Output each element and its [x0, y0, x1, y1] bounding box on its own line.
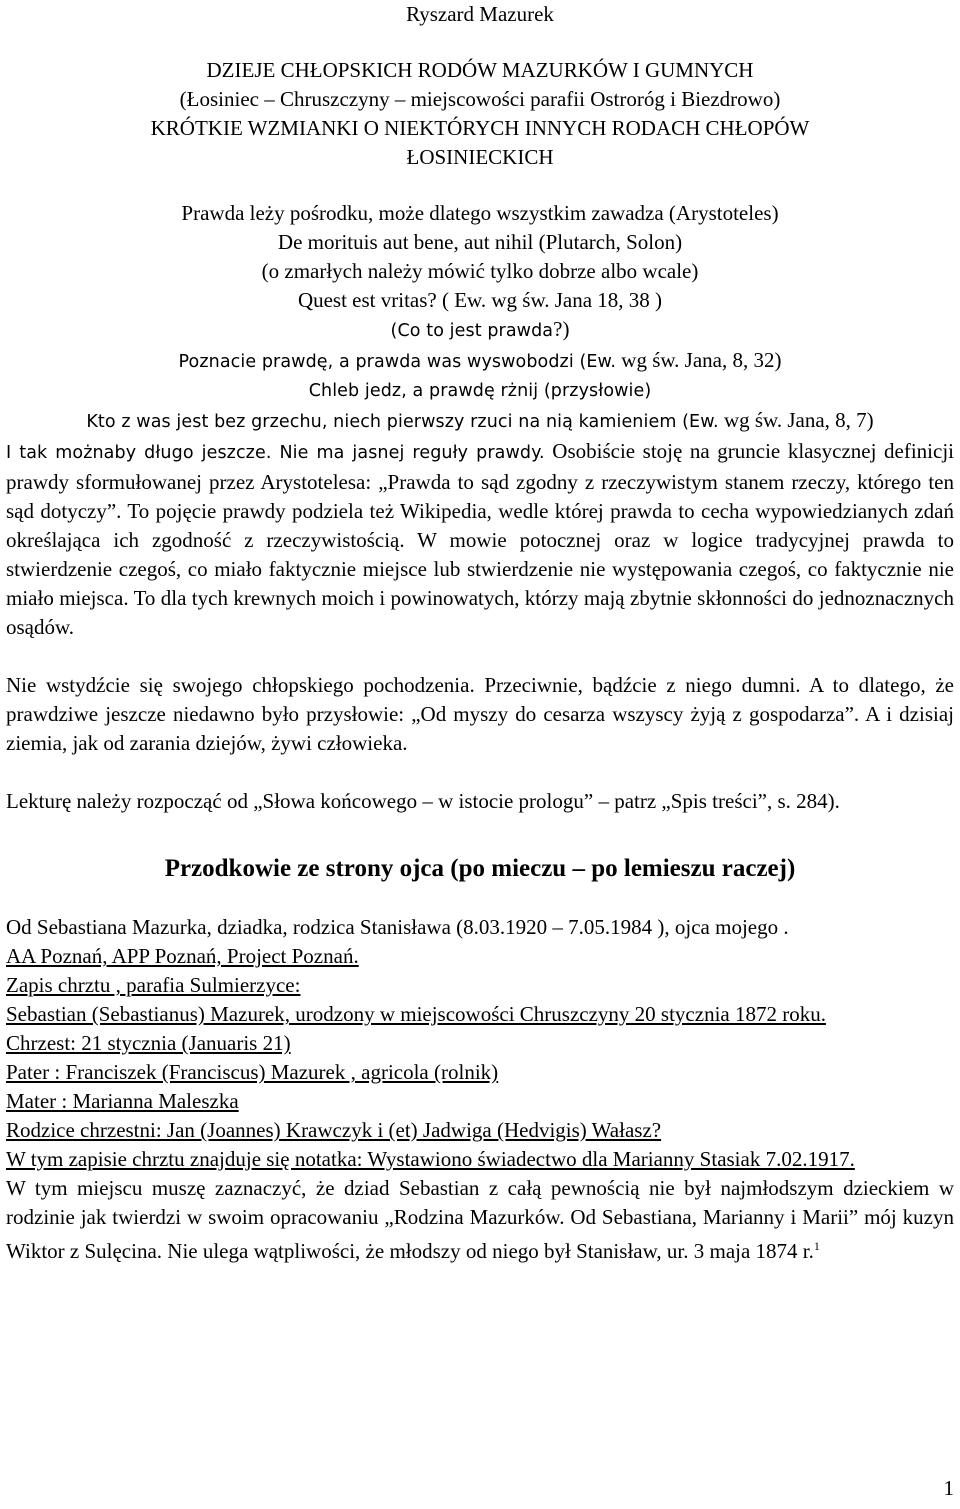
genealogy-line: Sebastian (Sebastianus) Mazurek, urodzony w miejscowości Chruszczyny 20 stycznia 1872 roku.: [6, 1002, 826, 1026]
paragraph-lekture: Lekturę należy rozpocząć od „Słowa końcowego – w istocie prologu” – patrz „Spis treści”, s. 284).: [6, 789, 840, 813]
epigraph-text: wg św. Jana, 8, 7): [718, 408, 874, 432]
paragraph-wstydzcie: Nie wstydźcie się swojego chłopskiego pochodzenia. Przeciwnie, bądźcie z niego dumni. A to dlatego, że prawdziwe jeszcze niedawno było przysłowie: „Od myszy do cesarza wszyscy żyją z gospodarza”. A i dzisiaj ziemia, jak od zarania dziejów, żywi człowieka.: [6, 673, 954, 755]
title-line: (Łosiniec – Chruszczyny – miejscowości parafii Ostroróg i Biezdrowo): [179, 87, 781, 111]
epigraph-block: [6, 199, 954, 437]
genealogy-line: Od Sebastiana Mazurka, dziadka, rodzica Stanisława (8.03.1920 – 7.05.1984 ), ojca mojego .: [6, 915, 789, 939]
genealogy-line: Pater : Franciszek (Franciscus) Mazurek , agricola (rolnik): [6, 1060, 499, 1084]
epigraph-text: Poznacie prawdę, a prawda was wyswobodzi (Ew.: [178, 352, 617, 372]
genealogy-line: AA Poznań, APP Poznań, Project Poznań.: [6, 944, 359, 968]
document-page: [6, 0, 954, 1266]
intro-lead: I tak możnaby długo jeszcze. Nie ma jasnej reguły prawdy.: [6, 443, 545, 463]
epigraph-text: ?): [553, 317, 570, 341]
epigraph-line: Quest est vritas? ( Ew. wg św. Jana 18, 38 ): [297, 288, 663, 312]
genealogy-line: Mater : Marianna Maleszka: [6, 1089, 239, 1113]
paragraph-text: W tym miejscu muszę zaznaczyć, że dziad Sebastian z całą pewnością nie był najmłodszym dzieckiem w rodzinie jak twierdzi w swoim opracowaniu „Rodzina Mazurków. Od Sebastiana, Marianny i Marii” mój kuzyn Wiktor z Sulęcina. Nie ulega wątpliwości, że młodszy od niego był Stanisław, ur. 3 maja 1874 r.: [6, 1176, 954, 1263]
intro-body: Osobiście stoję na gruncie klasycznej definicji prawdy sformułowanej przez Arystotelesa: „Prawda to sąd zgodny z rzeczywistym stanem rzeczy, którego ten sąd dotyczy”. To pojęcie prawdy podziela też Wikipedia, wedle której prawda to cecha wypowiedzianych zdań określająca ich zgodność z rzeczywistością. W mowie potocznej oraz w logice tradycyjnej prawda to stwierdzenie czegoś, co miało faktycznie miejsce lub stwierdzenie nie występowania czegoś, co faktycznie nie miało miejsca. To dla tych krewnych moich i powinowatych, którzy mają zbytnie skłonności do jednoznacznych osądów.: [6, 439, 954, 639]
epigraph-line: [6, 315, 954, 346]
title-line: DZIEJE CHŁOPSKICH RODÓW MAZURKÓW I GUMNYCH: [206, 58, 754, 82]
epigraph-line: De morituis aut bene, aut nihil (Plutarch, Solon): [277, 230, 683, 254]
epigraph-line: Prawda leży pośrodku, może dlatego wszystkim zawadza (Arystoteles): [181, 201, 779, 225]
page-number: 1: [943, 1476, 954, 1500]
epigraph-text: (Co to jest prawda: [390, 321, 554, 341]
title-line: ŁOSINIECKICH: [406, 145, 554, 169]
genealogy-block: [6, 913, 954, 1266]
epigraph-line: [6, 346, 954, 377]
genealogy-line: Zapis chrztu , parafia Sulmierzyce:: [6, 973, 301, 997]
footnote-ref[interactable]: 1: [813, 1239, 820, 1253]
paragraph-miejscu: [6, 1174, 954, 1266]
title-block: [6, 56, 954, 172]
genealogy-line: W tym zapisie chrztu znajduje się notatka: Wystawiono świadectwo dla Marianny Stasiak 7.02.1917.: [6, 1147, 855, 1171]
genealogy-line: Rodzice chrzestni: Jan (Joannes) Krawczyk i (et) Jadwiga (Hedvigis) Wałasz?: [6, 1118, 662, 1142]
epigraph-text: Kto z was jest bez grzechu, niech pierwszy rzuci na nią kamieniem (Ew.: [86, 412, 719, 432]
epigraph-line: [6, 406, 954, 437]
epigraph-line: Chleb jedz, a prawdę rżnij (przysłowie): [308, 381, 652, 401]
section-heading: Przodkowie ze strony ojca (po mieczu – po lemieszu raczej): [164, 855, 796, 882]
author-name: Ryszard Mazurek: [406, 2, 554, 26]
title-line: KRÓTKIE WZMIANKI O NIEKTÓRYCH INNYCH RODACH CHŁOPÓW: [150, 116, 810, 140]
intro-paragraph: [6, 437, 954, 642]
epigraph-text: wg św. Jana, 8, 32): [616, 348, 782, 372]
epigraph-line: (o zmarłych należy mówić tylko dobrze albo wcale): [261, 259, 699, 283]
genealogy-line: Chrzest: 21 stycznia (Januaris 21): [6, 1031, 291, 1055]
